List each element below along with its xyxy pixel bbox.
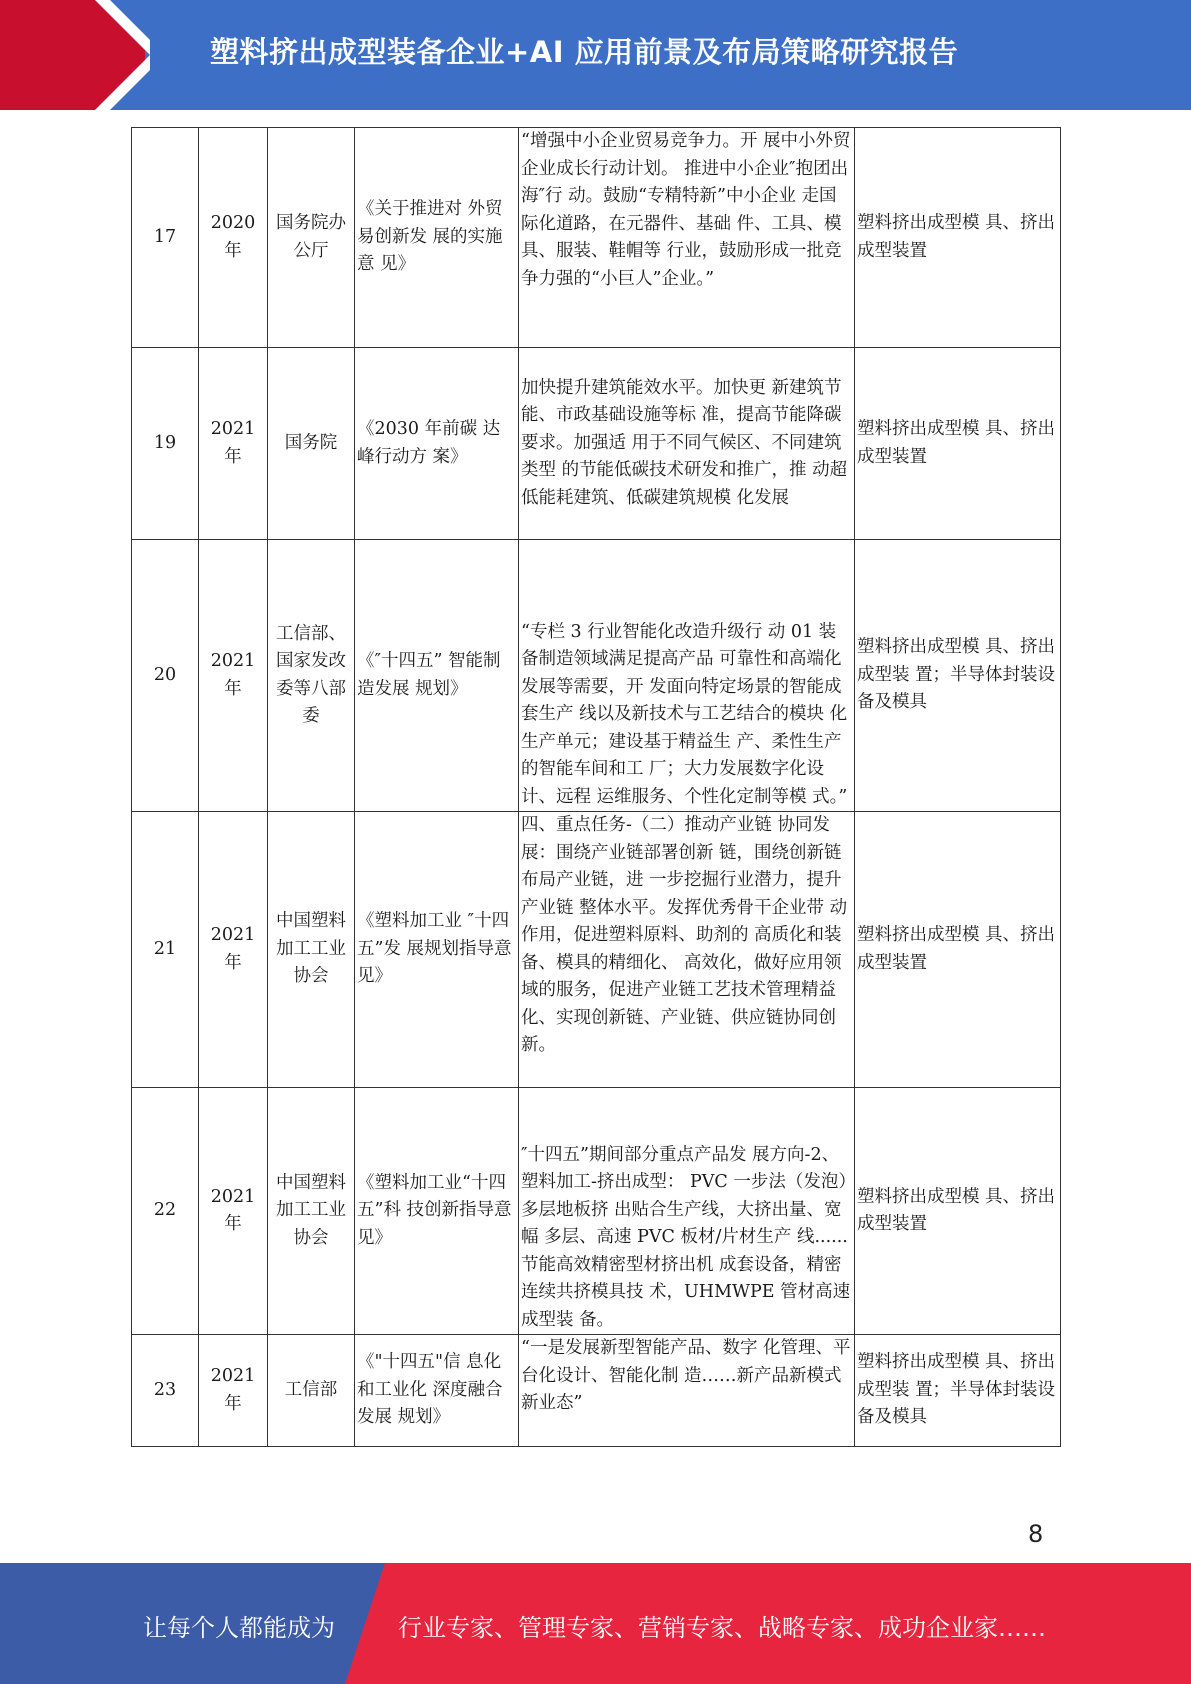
row-department: 工信部、国家发改委等八部委 <box>268 540 355 812</box>
table-row <box>132 812 1061 1088</box>
footer-banner <box>0 1563 1191 1684</box>
row-number: 22 <box>132 1088 199 1335</box>
row-document: 《塑料加工业 ″十四五”发 展规划指导意 见》 <box>355 812 519 1088</box>
row-document: 《"十四五"信 息化和工业化 深度融合发展 规划》 <box>355 1335 519 1447</box>
row-document: 《″十四五” 智能制造发展 规划》 <box>355 540 519 812</box>
row-scope: 塑料挤出成型模 具、挤出成型装 置；半导体封装设 备及模具 <box>855 540 1061 812</box>
row-year: 2021 年 <box>199 1335 268 1447</box>
table-row <box>132 1335 1061 1447</box>
row-scope: 塑料挤出成型模 具、挤出成型装置 <box>855 812 1061 1088</box>
row-scope: 塑料挤出成型模 具、挤出成型装置 <box>855 128 1061 348</box>
policy-table <box>131 127 1061 1447</box>
row-content: “专栏 3 行业智能化改造升级行 动 01 装备制造领域满足提高产品 可靠性和高端化发展等需要，开 发面向特定场景的智能成套生产 线以及新技术与工艺结合的模块 化生产单元；建设基于精益生 产、柔性生产的智能车间和工 厂；大力发展数字化设计、远程 运维服务、个性化定制等模 式。” <box>519 540 855 812</box>
row-content: 加快提升建筑能效水平。加快更 新建筑节能、市政基础设施等标 准，提高节能降碳要求。加强适 用于不同气候区、不同建筑类型 的节能低碳技术研发和推广，推 动超低能耗建筑、低碳建筑规模 化发展 <box>519 348 855 540</box>
row-document: 《关于推进对 外贸易创新发 展的实施意 见》 <box>355 128 519 348</box>
table-row <box>132 348 1061 540</box>
table-row <box>132 128 1061 348</box>
row-content: “一是发展新型智能产品、数字 化管理、平台化设计、智能化制 造……新产品新模式新业态” <box>519 1335 855 1447</box>
row-content: ″十四五”期间部分重点产品发 展方向-2、塑料加工-挤出成型： PVC 一步法（发泡）多层地板挤 出贴合生产线，大挤出量、宽幅 多层、高速 PVC 板材/片材生产 线......节能高效精密型材挤出机 成套设备，精密连续共挤模具技 术，UHMWPE 管材高速成型装 备。 <box>519 1088 855 1335</box>
row-document: 《2030 年前碳 达峰行动方 案》 <box>355 348 519 540</box>
header-banner <box>0 0 1191 110</box>
row-department: 国务院 <box>268 348 355 540</box>
row-year: 2021 年 <box>199 1088 268 1335</box>
row-year: 2020 年 <box>199 128 268 348</box>
row-year: 2021 年 <box>199 540 268 812</box>
row-scope: 塑料挤出成型模 具、挤出成型装置 <box>855 348 1061 540</box>
page-number: 8 <box>1028 1520 1044 1548</box>
row-number: 21 <box>132 812 199 1088</box>
row-department: 工信部 <box>268 1335 355 1447</box>
row-scope: 塑料挤出成型模 具、挤出成型装置 <box>855 1088 1061 1335</box>
footer-slogan-left: 让每个人都能成为 <box>143 1614 335 1642</box>
table-row <box>132 540 1061 812</box>
row-department: 国务院办公厅 <box>268 128 355 348</box>
report-title: 塑料挤出成型装备企业+AI 应用前景及布局策略研究报告 <box>210 35 959 69</box>
row-year: 2021 年 <box>199 348 268 540</box>
row-year: 2021 年 <box>199 812 268 1088</box>
footer-slogan-right: 行业专家、管理专家、营销专家、战略专家、成功企业家…… <box>398 1614 1046 1642</box>
row-department: 中国塑料加工工业协会 <box>268 1088 355 1335</box>
row-content: “增强中小企业贸易竞争力。开 展中小外贸企业成长行动计划。 推进中小企业″抱团出海″行 动。鼓励“专精特新”中小企业 走国际化道路，在元器件、基础 件、工具、模具、服装、鞋帽等 行业，鼓励形成一批竞争力强的“小巨人”企业。” <box>519 128 855 348</box>
row-content: 四、重点任务-（二）推动产业链 协同发展：围绕产业链部署创新 链，围绕创新链布局产业链，进 一步挖掘行业潜力，提升产业链 整体水平。发挥优秀骨干企业带 动作用，促进塑料原料、助剂的 高质化和装备、模具的精细化、 高效化，做好应用领域的服务，促进产业链工艺技术管理精益 化、实现创新链、产业链、供应链协同创新。 <box>519 812 855 1088</box>
table-row <box>132 1088 1061 1335</box>
row-number: 20 <box>132 540 199 812</box>
row-scope: 塑料挤出成型模 具、挤出成型装 置；半导体封装设 备及模具 <box>855 1335 1061 1447</box>
row-document: 《塑料加工业“十四五”科 技创新指导意 见》 <box>355 1088 519 1335</box>
row-department: 中国塑料加工工业协会 <box>268 812 355 1088</box>
row-number: 23 <box>132 1335 199 1447</box>
row-number: 19 <box>132 348 199 540</box>
row-number: 17 <box>132 128 199 348</box>
